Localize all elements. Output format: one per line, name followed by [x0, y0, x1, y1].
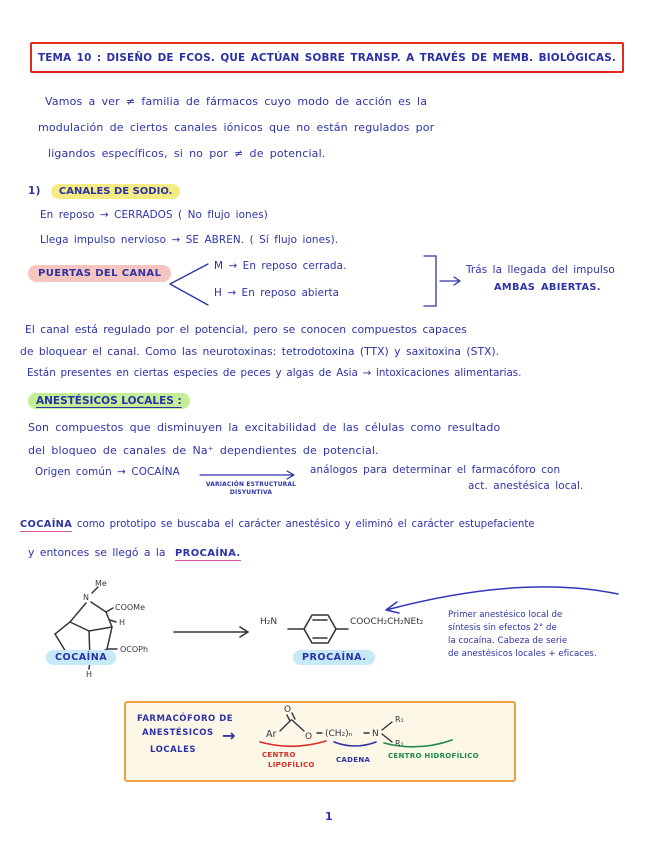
- formula-ester-o: O: [305, 732, 313, 742]
- variation-arrow-caption: VARIACIÓN ESTRUCTURAL: [205, 482, 297, 488]
- procaine-note-line: la cocaína. Cabeza de serie: [448, 636, 568, 646]
- formula-chain: (CH₂)ₙ: [325, 729, 353, 739]
- formula-n: N: [372, 729, 379, 739]
- anesthetics-line: del bloqueo de canales de Na⁺ dependientes de potencial.: [28, 444, 379, 457]
- prototype-line1-text: como prototipo se buscaba el carácter anestésico y eliminó el carácter estupefaciente: [76, 519, 535, 530]
- origin-result-line: análogos para determinar el farmacóforo con: [310, 464, 561, 476]
- cocaine-label-highlight: COCAÍNA: [46, 650, 116, 665]
- procaine-ester-group: COOCH₂CH₂NEt₂: [350, 617, 424, 627]
- procaine-underlined: PROCAÍNA.: [174, 548, 241, 559]
- page-title: TEMA 10 : DISEÑO DE FCOS. QUE ACTÚAN SOBRE TRANSP. A TRAVÉS DE MEMB. BIOLÓGICAS.: [37, 51, 617, 64]
- channel-paragraph-line: Están presentes en ciertas especies de peces y algas de Asia → intoxicaciones alimentarias.: [27, 367, 522, 379]
- origin-lead: Origen común → COCAÍNA: [35, 466, 180, 478]
- title-box: [30, 42, 624, 73]
- gates-result-line: Trás la llegada del impulso: [466, 264, 615, 276]
- formula-carbonyl-o: O: [284, 705, 292, 715]
- zone-label-hydrophilic: CENTRO HIDROFÍLICO: [388, 752, 479, 760]
- cocaine-h-label: H: [119, 618, 126, 627]
- gates-bracket-arrow: [414, 252, 466, 312]
- formula-ar: Ar: [266, 729, 277, 740]
- cocaine-me-label: Me: [95, 579, 107, 588]
- channel-paragraph-line: El canal está regulado por el potencial, pero se conocen compuestos capaces: [25, 323, 467, 336]
- pharmacophore-title-line: FARMACÓFORO DE: [137, 714, 234, 724]
- formula-r-top: R₁: [395, 715, 404, 724]
- cocaine-structure-sketch: [40, 576, 180, 681]
- procaine-amine-group: H₂N: [260, 617, 278, 627]
- reaction-arrow: [170, 624, 258, 640]
- cocaine-h-label: H: [86, 670, 93, 679]
- formula-r-bottom: R₁: [395, 739, 404, 748]
- pharmacophore-title-line: ANESTÉSICOS: [142, 728, 214, 738]
- channel-paragraph-line: de bloquear el canal. Como las neurotoxinas: tetrodotoxina (TTX) y saxitoxina (STX).: [20, 345, 500, 358]
- prototype-line1: [20, 519, 535, 530]
- origin-result-line: act. anestésica local.: [468, 480, 584, 492]
- sodium-heading-highlight: CANALES DE SODIO.: [51, 184, 181, 199]
- procaine-note-line: Primer anestésico local de: [448, 610, 563, 620]
- chain-underline-curve: [332, 739, 378, 750]
- intro-line: modulación de ciertos canales iónicos que no están regulados por: [38, 121, 435, 134]
- pharmacophore-arrow: →: [222, 726, 236, 745]
- sodium-rest-line: En reposo → CERRADOS ( No flujo iones): [40, 209, 268, 221]
- gates-branch-lines: [166, 260, 210, 308]
- hydrophilic-underline-curve: [382, 738, 454, 750]
- cocaine-n-label: N: [83, 593, 89, 602]
- variation-arrow: [198, 469, 304, 481]
- cocaine-underlined: COCAÍNA: [20, 519, 73, 530]
- variation-arrow-caption: DISYUNTIVA: [229, 490, 273, 496]
- sodium-impulse-line: Llega impulso nervioso → SE ABREN. ( Sí flujo iones).: [40, 234, 339, 246]
- cocaine-coome-label: COOMe: [115, 603, 146, 612]
- cocaine-ocoph-label: OCOPh: [120, 645, 149, 654]
- gates-result-line: AMBAS ABIERTAS.: [494, 282, 601, 293]
- procaine-note-line: síntesis sin efectos 2° de: [448, 623, 557, 633]
- page-number: 1: [325, 810, 333, 823]
- gate-m-line: M → En reposo cerrada.: [214, 260, 347, 272]
- procaine-label-highlight: PROCAÍNA.: [293, 650, 375, 665]
- prototype-line2-text: y entonces se llegó a la: [28, 546, 166, 559]
- zone-label-lipophilic: CENTRO: [262, 751, 296, 759]
- procaine-benzene-ring: [284, 605, 352, 649]
- zone-label-lipophilic: LIPOFÍLICO: [268, 761, 315, 769]
- prototype-line2: [28, 546, 241, 559]
- sodium-section-heading: [28, 179, 180, 199]
- anesthetics-heading-highlight: ANESTÉSICOS LOCALES :: [28, 393, 190, 409]
- lipophilic-underline-curve: [258, 738, 328, 750]
- anesthetics-line: Son compuestos que disminuyen la excitabilidad de las células como resultado: [28, 421, 501, 434]
- gate-h-line: H → En reposo abierta: [214, 287, 340, 299]
- gates-heading-highlight: PUERTAS DEL CANAL: [28, 265, 171, 282]
- intro-line: Vamos a ver ≠ familia de fármacos cuyo modo de acción es la: [45, 95, 428, 108]
- procaine-note-line: de anestésicos locales + eficaces.: [448, 649, 597, 659]
- section-number: 1): [28, 185, 41, 197]
- intro-line: ligandos específicos, si no por ≠ de potencial.: [48, 147, 326, 160]
- zone-label-chain: CADENA: [336, 756, 371, 764]
- pharmacophore-title-line: LOCALES: [150, 745, 196, 755]
